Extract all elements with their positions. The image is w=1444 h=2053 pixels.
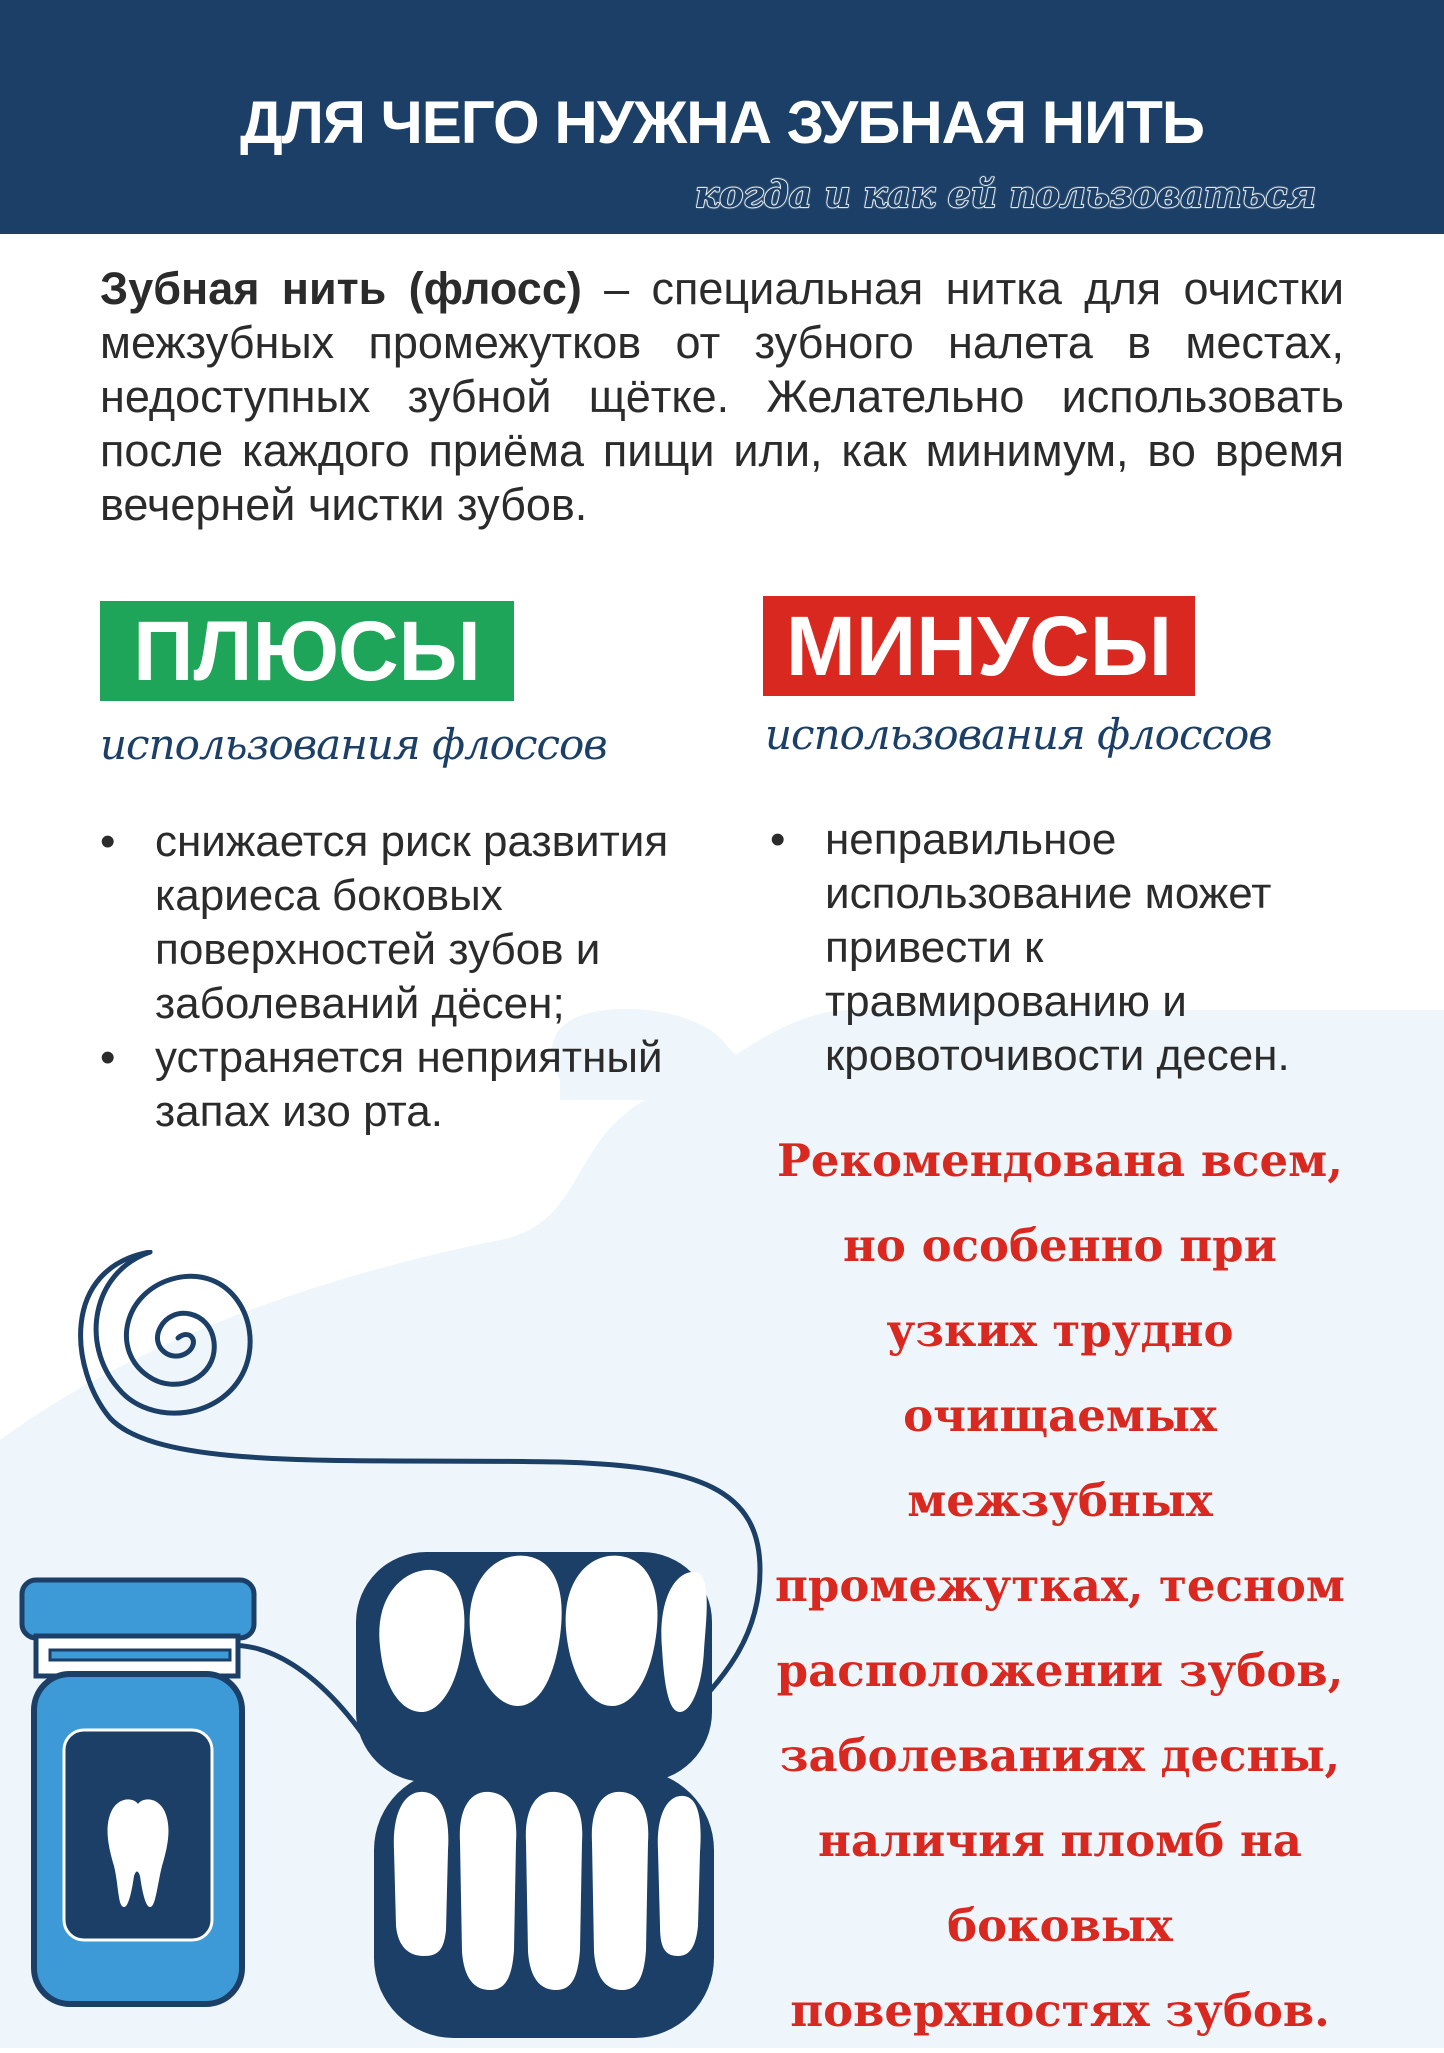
list-item: • неправильное использование может привести к травмированию и кровоточивости десен.: [770, 813, 1350, 1083]
pros-list: [100, 815, 700, 1139]
pros-subtitle: использования флоссов: [100, 720, 607, 769]
intro-text: – специальная нитка для очистки межзубных промежутков от зубного налета в местах, недоступных зубной щётке. Желательно использовать после каждого приёма пищи или, как минимум, во время вечерней чистки зубов.: [100, 263, 1344, 530]
cons-list: [770, 813, 1350, 1083]
intro-paragraph: [100, 262, 1344, 532]
pros-badge: ПЛЮСЫ: [100, 601, 514, 701]
recommendation-text: Рекомендована всем, но особенно при узких трудно очищаемых межзубных промежутках, тесном расположении зубов, заболеваниях десны, наличия пломб на боковых поверхностях зубов.: [774, 1134, 1346, 2037]
page-title: ДЛЯ ЧЕГО НУЖНА ЗУБНАЯ НИТЬ: [239, 89, 1205, 156]
dentures-icon: [356, 1552, 714, 2038]
list-item: • снижается риск развития кариеса боковых поверхностей зубов и заболеваний дёсен;: [100, 815, 700, 1031]
list-item: • устраняется неприятный запах изо рта.: [100, 1031, 700, 1139]
page-subtitle: когда и как ей пользоваться: [694, 174, 1316, 216]
floss-dispenser-icon: [22, 1580, 254, 2004]
intro-term: Зубная нить (флосс): [100, 263, 582, 314]
cons-badge: МИНУСЫ: [763, 596, 1195, 696]
floss-illustration: [0, 1250, 780, 2048]
header-banner: [0, 0, 1444, 234]
cons-subtitle: использования флоссов: [765, 710, 1272, 759]
